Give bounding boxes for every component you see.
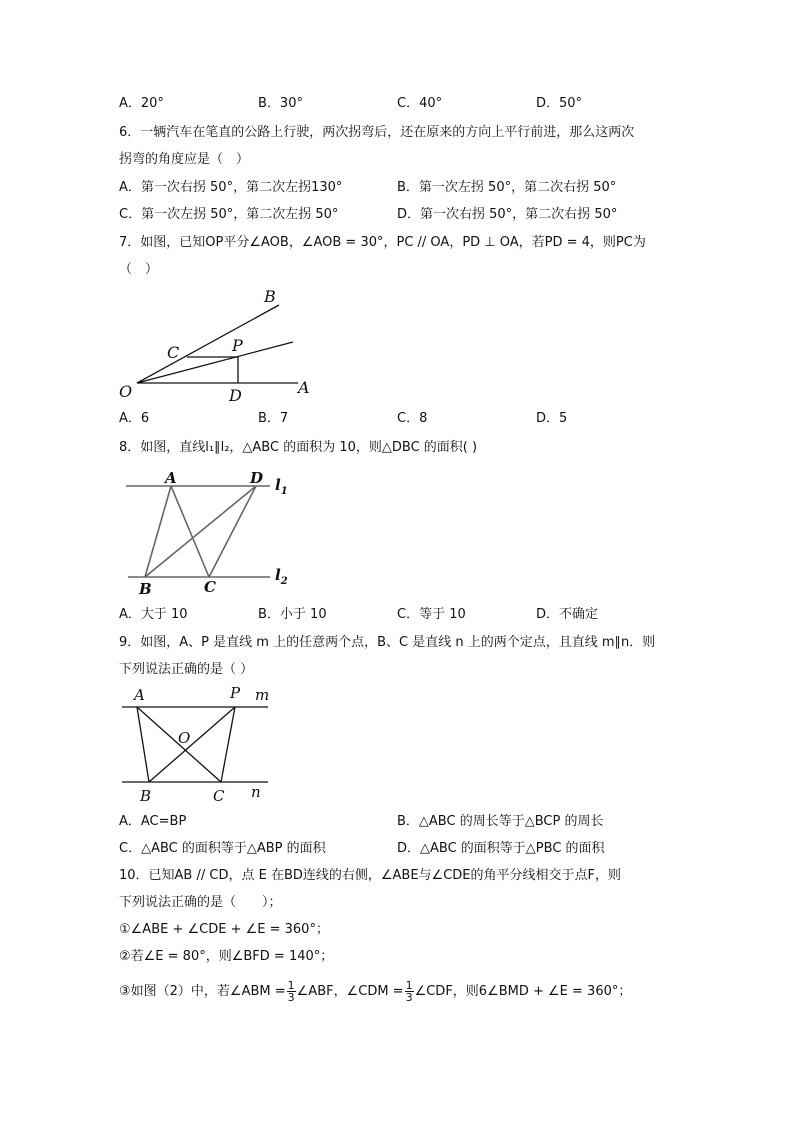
q7-option-c: C．8 — [397, 411, 428, 426]
q9-stem-line2: 下列说法正确的是（ ） — [119, 662, 254, 677]
q9-option-d: D．△ABC 的面积等于△PBC 的面积 — [397, 841, 605, 856]
label-l1: $l_1$ — [275, 476, 288, 497]
label-c: C — [204, 578, 216, 596]
label-b: B — [140, 787, 152, 805]
label-m: m — [255, 686, 270, 704]
q5-option-c: C．40° — [397, 96, 443, 111]
q5-option-d: D．50° — [536, 96, 583, 111]
label-o: O — [178, 729, 191, 747]
ray-op — [137, 342, 293, 383]
q7-option-a: A．6 — [119, 411, 150, 426]
q10-item-3 — [119, 980, 631, 1003]
q8-figure — [120, 470, 300, 600]
q10-item-2: ②若∠E = 80°，则∠BFD = 140°； — [119, 949, 334, 964]
q10-item-3-mid: ∠ABF，∠CDM = — [296, 984, 404, 999]
q8-option-d: D．不确定 — [536, 607, 599, 622]
segment-ab — [137, 707, 149, 782]
q5-option-b: B．30° — [258, 96, 303, 111]
segment-ac — [171, 486, 209, 577]
segment-pc — [221, 707, 235, 782]
q7-option-d: D．5 — [536, 411, 568, 426]
q6-stem-line1: 6．一辆汽车在笔直的公路上行驶，两次拐弯后，还在原来的方向上平行前进，那么这两次 — [119, 125, 635, 140]
label-l2: $l_2$ — [275, 566, 288, 587]
label-d: D — [229, 386, 242, 405]
q6-option-a: A．第一次右拐 50°，第二次左拐130° — [119, 180, 343, 195]
label-a: A — [298, 378, 310, 397]
q10-item-1: ①∠ABE + ∠CDE + ∠E = 360°； — [119, 922, 329, 937]
q6-option-b: B．第一次左拐 50°，第二次右拐 50° — [397, 180, 617, 195]
label-n: n — [251, 783, 261, 801]
label-b: B — [139, 580, 152, 598]
label-d: D — [250, 469, 264, 487]
q6-stem-line2: 拐弯的角度应是（ ） — [119, 152, 250, 167]
q8-option-b: B．小于 10 — [258, 607, 327, 622]
label-p: P — [232, 336, 243, 355]
q7-option-b: B．7 — [258, 411, 289, 426]
label-a: A — [134, 686, 145, 704]
q7-figure — [115, 285, 315, 405]
q9-option-a: A．AC=BP — [119, 814, 187, 829]
ray-ob — [137, 305, 279, 383]
q7-stem-line2: （ ） — [119, 262, 159, 277]
q10-item-3-post: ∠CDF，则6∠BMD + ∠E = 360°； — [414, 984, 632, 999]
label-a: A — [165, 469, 177, 487]
q9-option-b: B．△ABC 的周长等于△BCP 的周长 — [397, 814, 604, 829]
segment-ab — [145, 486, 171, 577]
label-p: P — [230, 684, 241, 702]
q6-option-d: D．第一次右拐 50°，第二次右拐 50° — [397, 207, 618, 222]
q9-figure — [118, 683, 288, 808]
q5-option-a: A．20° — [119, 96, 164, 111]
q6-option-c: C．第一次左拐 50°，第二次左拐 50° — [119, 207, 339, 222]
q8-stem: 8．如图，直线l₁∥l₂，△ABC 的面积为 10，则△DBC 的面积( ) — [119, 440, 478, 455]
q10-fraction-2: $\frac{1}{3}$ — [405, 979, 413, 1004]
q10-stem-line2: 下列说法正确的是（ ）； — [119, 895, 282, 910]
q9-stem-line1: 9．如图，A、P 是直线 m 上的任意两个点，B、C 是直线 n 上的两个定点，且直线 m∥n．则 — [119, 635, 656, 650]
label-c: C — [167, 343, 180, 362]
label-c: C — [213, 787, 225, 805]
segment-dc — [209, 486, 256, 577]
q10-stem-line1: 10．已知AB // CD，点 E 在BD连线的右侧，∠ABE与∠CDE的角平分线相交于点F，则 — [119, 868, 621, 883]
q10-fraction-1: $\frac{1}{3}$ — [287, 979, 295, 1004]
q7-stem-line1: 7．如图，已知OP平分∠AOB，∠AOB = 30°，PC // OA，PD ⊥ OA，若PD = 4，则PC为 — [119, 235, 646, 250]
segment-db — [145, 486, 256, 577]
q9-option-c: C．△ABC 的面积等于△ABP 的面积 — [119, 841, 326, 856]
q8-option-c: C．等于 10 — [397, 607, 466, 622]
q10-item-3-pre: ③如图（2）中，若∠ABM = — [119, 984, 286, 999]
segment-pb — [149, 707, 235, 782]
label-b: B — [264, 287, 276, 306]
q8-option-a: A．大于 10 — [119, 607, 188, 622]
label-o: O — [119, 382, 133, 401]
